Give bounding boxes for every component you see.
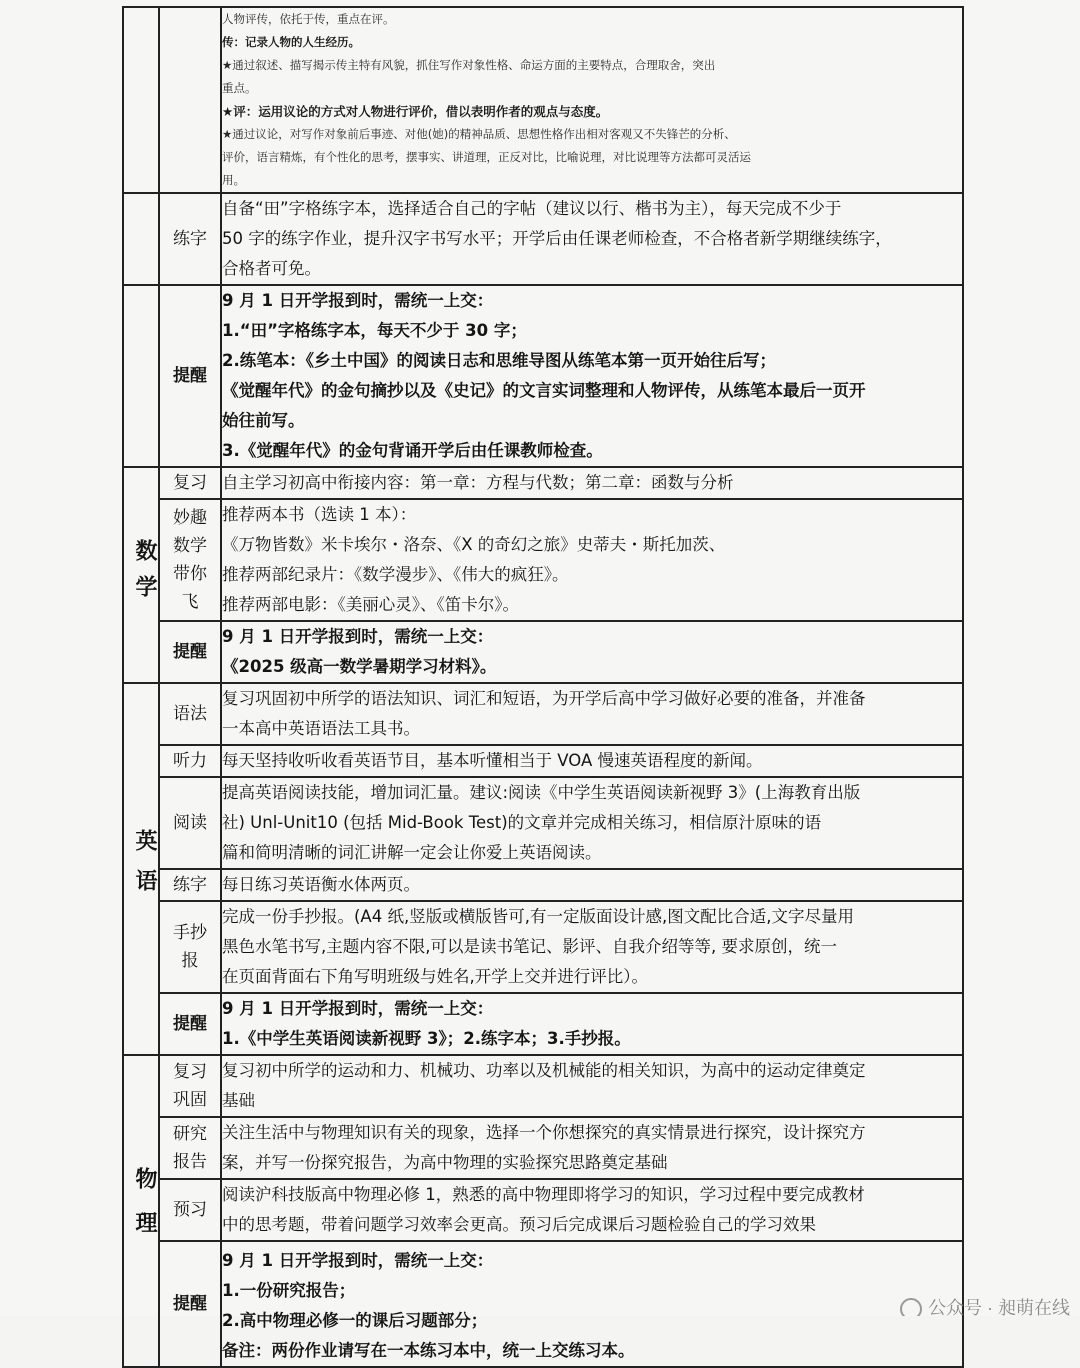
english-reminder-content: 9 月 1 日开学报到时，需统一上交： 1.《中学生英语阅读新视野 3》；2.练字本；3.手抄报。 — [221, 993, 963, 1055]
english-poster-content: 完成一份手抄报。(A4 纸,竖版或横版皆可,有一定版面设计感,图文配比合适,文字尽量用 黑色水笔书写,主题内容不限,可以是读书笔记、影评、自我介绍等等, 要求原创，统一 在页面背面右下角写明班级与姓名,开学上交并进行评比）。 — [221, 901, 963, 993]
english-writing-content: 每日练习英语衡水体两页。 — [221, 869, 963, 901]
english-grammar-row — [123, 683, 963, 745]
homework-table — [122, 6, 964, 1368]
english-writing-row — [123, 869, 963, 901]
physics-research-content: 关注生活中与物理知识有关的现象，选择一个你想探究的真实情景进行探究，设计探究方 案，并写一份探究报告，为高中物理的实验探究思路奠定基础 — [221, 1117, 963, 1179]
watermark — [690, 1294, 1070, 1316]
english-reading-row — [123, 777, 963, 869]
english-reading-label: 阅读 — [159, 777, 221, 869]
calligraphy-content: 自备“田”字格练字本，选择适合自己的字帖（建议以行、楷书为主），每天完成不少于 50 字的练字作业，提升汉字书写水平；开学后由任课老师检查，不合格者新学期继续练字， 合格者可免。 — [221, 193, 963, 285]
math-review-content: 自主学习初高中衔接内容：第一章：方程与代数；第二章：函数与分析 — [221, 467, 963, 499]
math-review-label: 复习 — [159, 467, 221, 499]
history-line: ★通过议论，对写作对象前后事迹、对他(她)的精神品质、思想性格作出相对客观又不失锋芒的分析、 — [222, 127, 736, 141]
chinese-history-content — [221, 7, 963, 193]
math-subject-cell — [123, 467, 159, 683]
physics-subject-cell — [123, 1055, 159, 1367]
watermark-text: 公众号 · 昶萌在线 — [928, 1298, 1070, 1316]
physics-review-content: 复习初中所学的运动和力、机械功、功率以及机械能的相关知识，为高中的运动定律奠定 基础 — [221, 1055, 963, 1117]
chinese-reminder-label: 提醒 — [159, 285, 221, 467]
calligraphy-label: 练字 — [159, 193, 221, 285]
chinese-reminder-content: 9 月 1 日开学报到时，需统一上交： 1.“田”字格练字本，每天不少于 30 字； 2.练笔本：《乡土中国》的阅读日志和思维导图从练笔本第一页开始往后写； 《觉醒年代》的金句摘抄以及《史记》的文言实词整理和人物评传，从练笔本最后一页开 始往前写。 3.《觉醒年代》的金句背诵开学后由任课教师检查。 — [221, 285, 963, 467]
english-subject-cell — [123, 683, 159, 1055]
english-reminder-row — [123, 993, 963, 1055]
physics-research-label: 研究 报告 — [159, 1117, 221, 1179]
english-listening-row — [123, 745, 963, 777]
math-fun-row — [123, 499, 963, 621]
physics-reminder-content: 9 月 1 日开学报到时，需统一上交： 1.一份研究报告； 2.高中物理必修一的课后习题部分； 备注：两份作业请写在一本练习本中，统一上交练习本。 — [221, 1241, 963, 1367]
history-line: ★通过叙述、描写揭示传主特有风貌，抓住写作对象性格、命运方面的主要特点，合理取舍，突出 — [222, 58, 716, 72]
physics-preview-label: 预习 — [159, 1179, 221, 1241]
history-line: 重点。 — [222, 81, 257, 95]
chinese-reminder-row — [123, 285, 963, 467]
english-poster-label: 手抄 报 — [159, 901, 221, 993]
history-line: 用。 — [222, 173, 245, 187]
physics-preview-content: 阅读沪科技版高中物理必修 1，熟悉的高中物理即将学习的知识，学习过程中要完成教材 中的思考题，带着问题学习效率会更高。预习后完成课后习题检验自己的学习效果 — [221, 1179, 963, 1241]
english-listening-label: 听力 — [159, 745, 221, 777]
physics-preview-row — [123, 1179, 963, 1241]
history-line: ★评：运用议论的方式对人物进行评价，借以表明作者的观点与态度。 — [222, 104, 609, 119]
math-reminder-row — [123, 621, 963, 683]
english-poster-row — [123, 901, 963, 993]
math-reminder-label: 提醒 — [159, 621, 221, 683]
english-subject-label: 英语 — [132, 829, 157, 909]
english-reading-content: 提高英语阅读技能，增加词汇量。建议:阅读《中学生英语阅读新视野 3》(上海教育出版 社) Unl-Unit10 (包括 Mid-Book Test)的文章并完成相关练习，相信原汁原味的语 篇和简明清晰的词汇讲解一定会让你爱上英语阅读。 — [221, 777, 963, 869]
chinese-subject-cell — [123, 7, 159, 193]
math-fun-label: 妙趣 数学 带你 飞 — [159, 499, 221, 621]
english-listening-content: 每天坚持收听收看英语节目，基本听懂相当于 VOA 慢速英语程度的新闻。 — [221, 745, 963, 777]
math-reminder-content: 9 月 1 日开学报到时，需统一上交： 《2025 级高一数学暑期学习材料》。 — [221, 621, 963, 683]
chinese-history-category-cell — [159, 7, 221, 193]
history-line: 人物评传，依托于传，重点在评。 — [222, 12, 395, 26]
physics-review-label: 复习 巩固 — [159, 1055, 221, 1117]
physics-reminder-label: 提醒 — [159, 1241, 221, 1367]
english-grammar-content: 复习巩固初中所学的语法知识、词汇和短语，为开学后高中学习做好必要的准备，并准备 一本高中英语语法工具书。 — [221, 683, 963, 745]
math-subject-label: 数学 — [132, 539, 157, 611]
math-fun-content: 推荐两本书（选读 1 本）： 《万物皆数》米卡埃尔・洛奈、《X 的奇幻之旅》史蒂夫・斯托加茨、 推荐两部纪录片：《数学漫步》、《伟大的疯狂》。 推荐两部电影：《美丽心灵》、《笛卡尔》。 — [221, 499, 963, 621]
physics-research-row — [123, 1117, 963, 1179]
history-line: 传：记录人物的人生经历。 — [222, 35, 360, 49]
chinese-calligraphy-row — [123, 193, 963, 285]
english-reminder-label: 提醒 — [159, 993, 221, 1055]
chinese-history-row — [123, 7, 963, 193]
math-review-row — [123, 467, 963, 499]
english-writing-label: 练字 — [159, 869, 221, 901]
physics-review-row — [123, 1055, 963, 1117]
physics-subject-label: 物理 — [132, 1167, 157, 1255]
history-line: 评价，语言精炼，有个性化的思考，摆事实、讲道理，正反对比，比喻说理，对比说理等方法都可灵活运 — [222, 150, 751, 164]
english-grammar-label: 语法 — [159, 683, 221, 745]
account-icon — [900, 1298, 922, 1316]
